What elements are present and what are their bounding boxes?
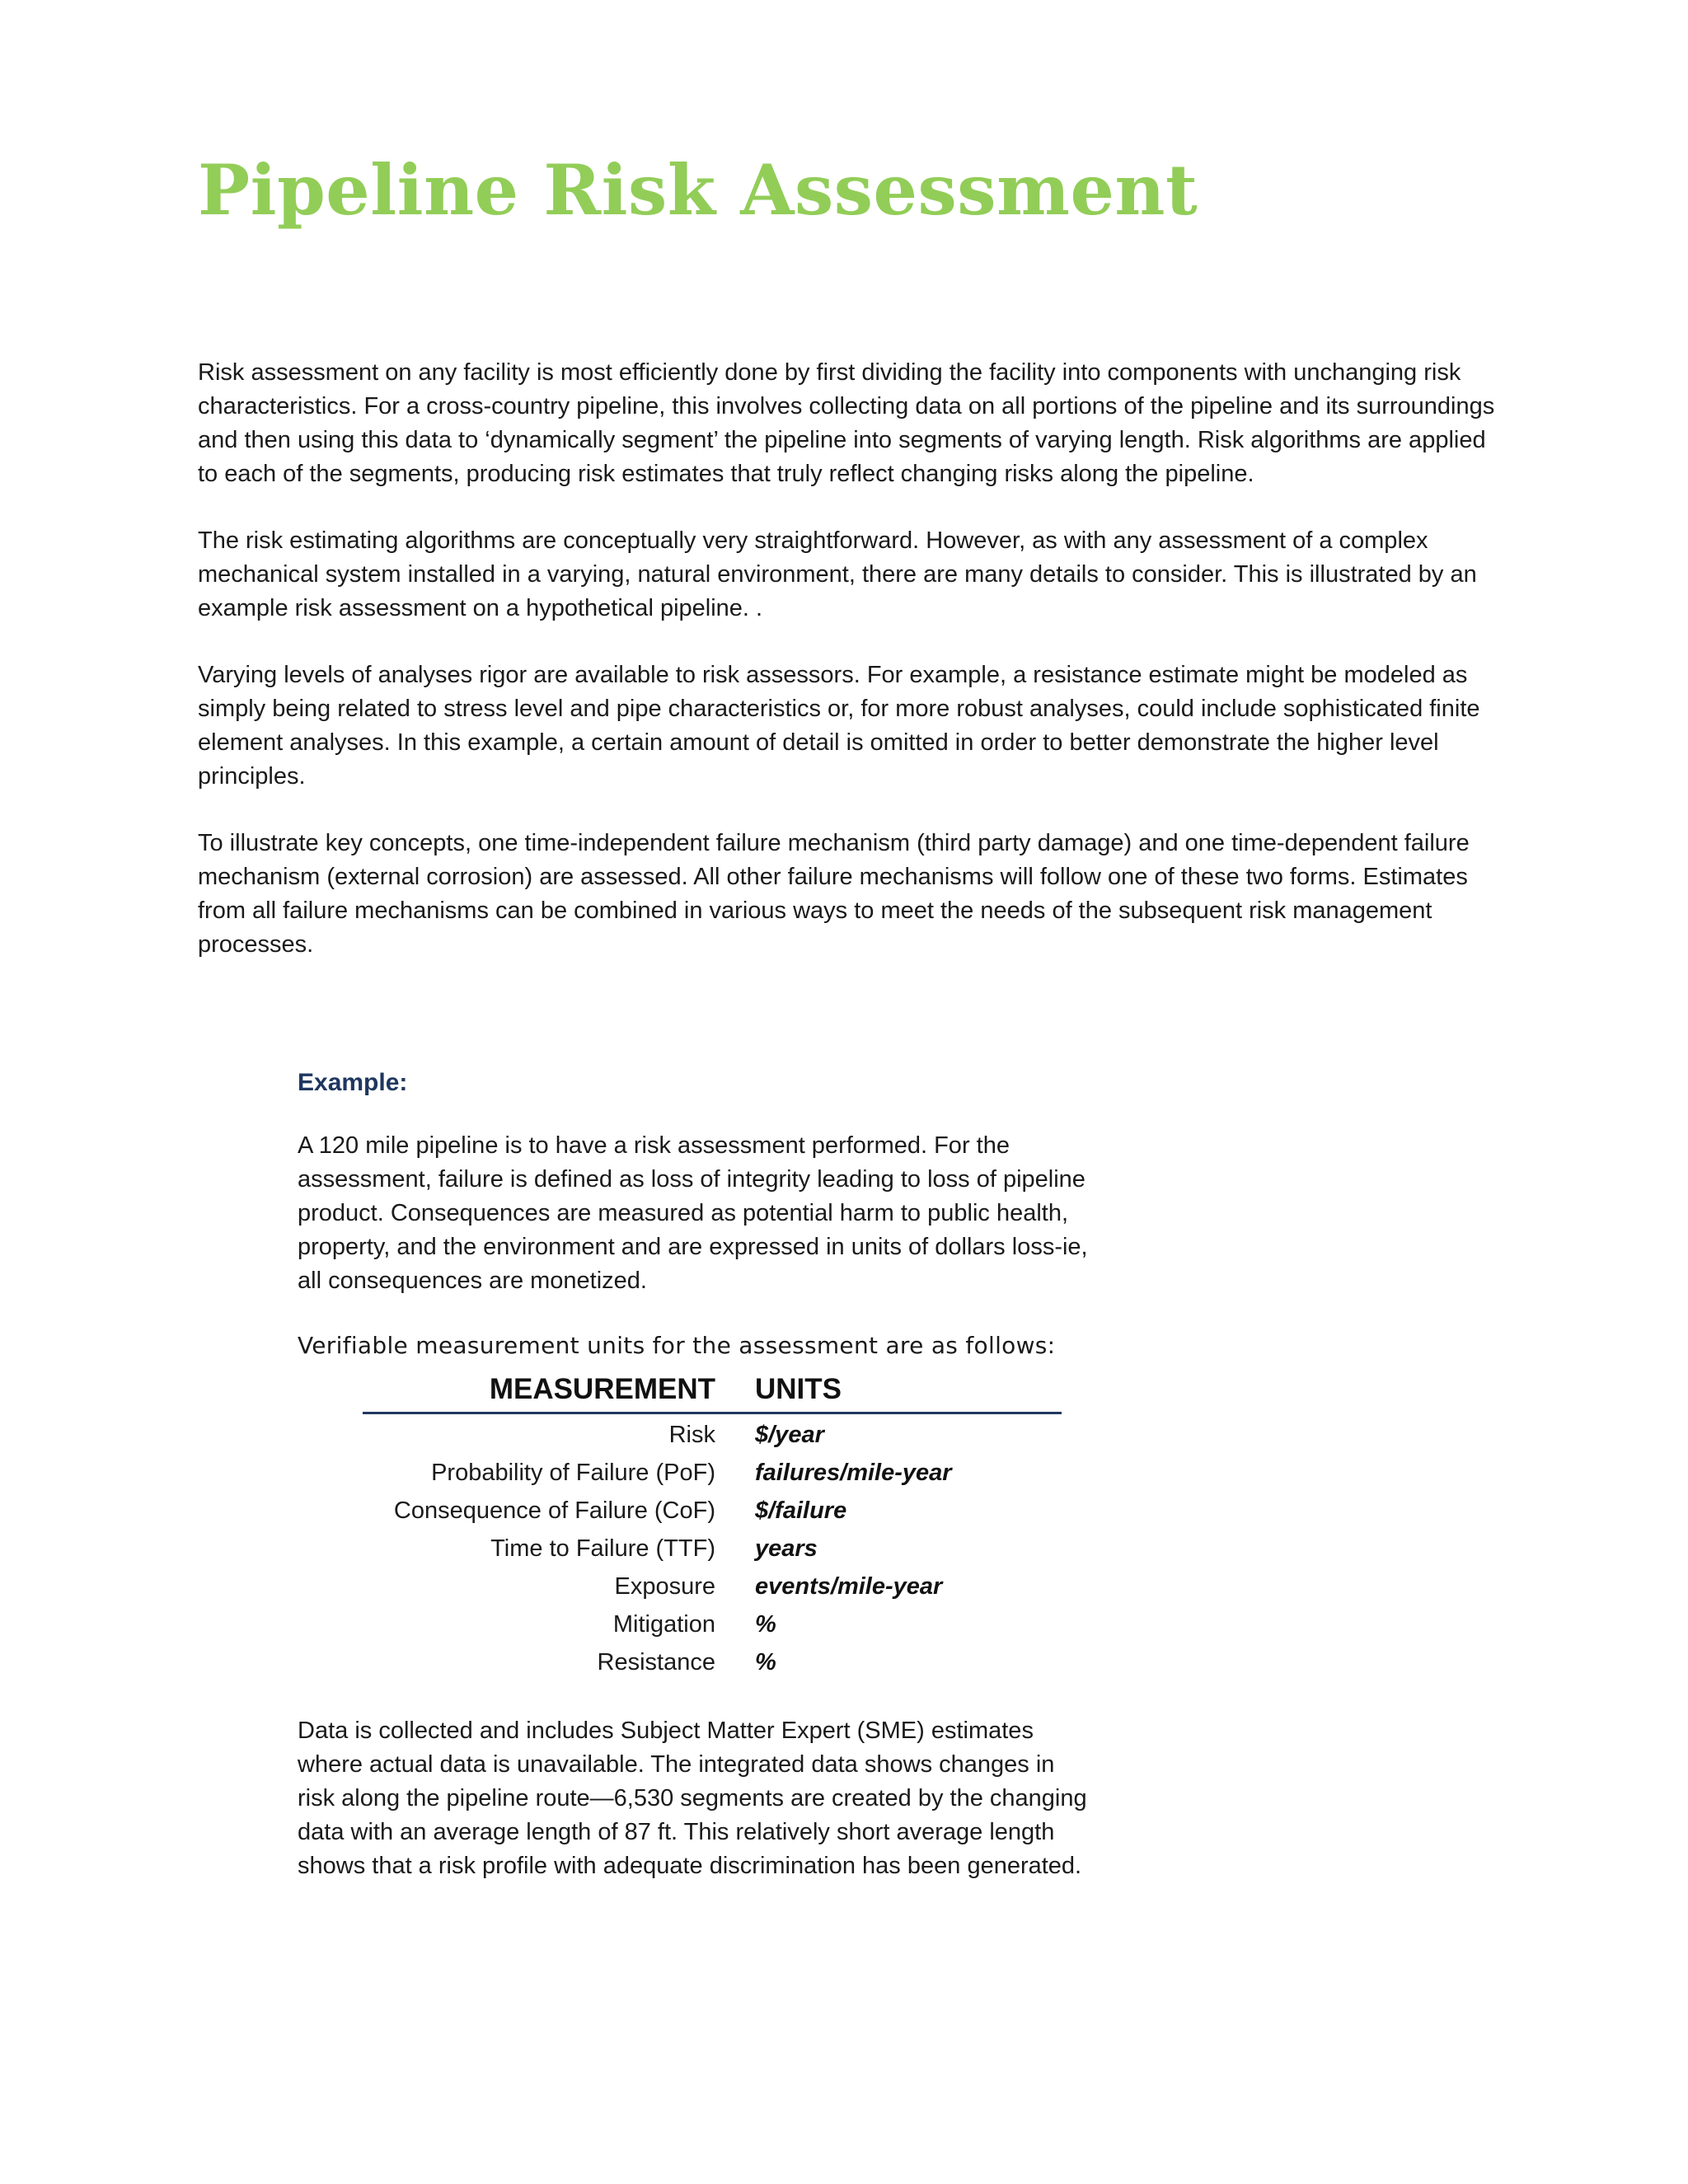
- units-cell: events/mile-year: [755, 1573, 943, 1600]
- example-paragraph: Data is collected and includes Subject Matter Expert (SME) estimates where actual data is unavailable. The integrated data shows changes in risk along the pipeline route—6,530 segments are created by the changing data with an average length of 87 ft. This relatively short average length shows that a risk profile with adequate discrimination has been generated.: [298, 1718, 1087, 1879]
- measurement-units-table: [363, 1369, 1062, 1681]
- table-row: [363, 1416, 1062, 1454]
- example-paragraph: A 120 mile pipeline is to have a risk assessment performed. For the assessment, failure is defined as loss of integrity leading to loss of pipeline product. Consequences are measured as potential harm to public health, property, and the environment and are expressed in units of dollars loss-ie, all consequences are monetized.: [298, 1132, 1088, 1294]
- units-cell: %: [755, 1611, 776, 1638]
- table-body: [363, 1414, 1062, 1681]
- intro-paragraph: Varying levels of analyses rigor are available to risk assessors. For example, a resistance estimate might be modeled as simply being related to stress level and pipe characteristics or, for more robust analyses, could include sophisticated finite element analyses. In this example, a certain amount of detail is omitted in order to better demonstrate the higher level principles.: [198, 662, 1480, 790]
- header-measurement: MEASUREMENT: [489, 1373, 715, 1405]
- intro-paragraph: Risk assessment on any facility is most efficiently done by first dividing the facility into components with unchanging risk characteristics. For a cross-country pipeline, this involves collecting data on all portions of the pipeline and its surroundings and then using this data to ‘dynamically segment’ the pipeline into segments of varying length. Risk algorithms are applied to each of the segments, producing risk estimates that truly reflect changing risks along the pipeline.: [198, 359, 1495, 487]
- intro-paragraph: To illustrate key concepts, one time-independent failure mechanism (third party damage) and one time-dependent failure mechanism (external corrosion) are assessed. All other failure mechanisms will follow one of these two forms. Estimates from all failure mechanisms can be combined in various ways to meet the needs of the subsequent risk management processes.: [198, 830, 1470, 958]
- table-header-row: [363, 1369, 1062, 1414]
- measurement-cell: Time to Failure (TTF): [490, 1535, 715, 1562]
- page-title: Pipeline Risk Assessment: [198, 149, 1198, 231]
- measurement-cell: Mitigation: [612, 1611, 715, 1638]
- table-row: [363, 1643, 1062, 1681]
- example-heading: Example:: [298, 1069, 408, 1096]
- measurement-cell: Consequence of Failure (CoF): [393, 1497, 715, 1524]
- measurement-cell: Risk: [668, 1422, 715, 1448]
- table-row: [363, 1568, 1062, 1605]
- measurement-cell: Probability of Failure (PoF): [431, 1460, 715, 1486]
- intro-paragraph: The risk estimating algorithms are conceptually very straightforward. However, as with any assessment of a complex mechanical system installed in a varying, natural environment, there are many details to consider. This is illustrated by an example risk assessment on a hypothetical pipeline. .: [198, 527, 1477, 621]
- table-row: [363, 1492, 1062, 1530]
- intro-section: [198, 356, 1500, 995]
- measurement-cell: Resistance: [597, 1649, 715, 1675]
- units-cell: $/year: [755, 1422, 824, 1448]
- units-cell: %: [755, 1649, 776, 1675]
- units-cell: years: [755, 1535, 818, 1562]
- units-intro-text: Verifiable measurement units for the assessment are as follows:: [298, 1332, 1056, 1359]
- table-row: [363, 1530, 1062, 1568]
- measurement-cell: Exposure: [614, 1573, 715, 1600]
- example-section: [298, 1066, 1089, 1883]
- table-row: [363, 1454, 1062, 1492]
- table-row: [363, 1605, 1062, 1643]
- units-cell: failures/mile-year: [755, 1460, 952, 1486]
- header-units: UNITS: [755, 1373, 842, 1405]
- units-cell: $/failure: [755, 1497, 847, 1524]
